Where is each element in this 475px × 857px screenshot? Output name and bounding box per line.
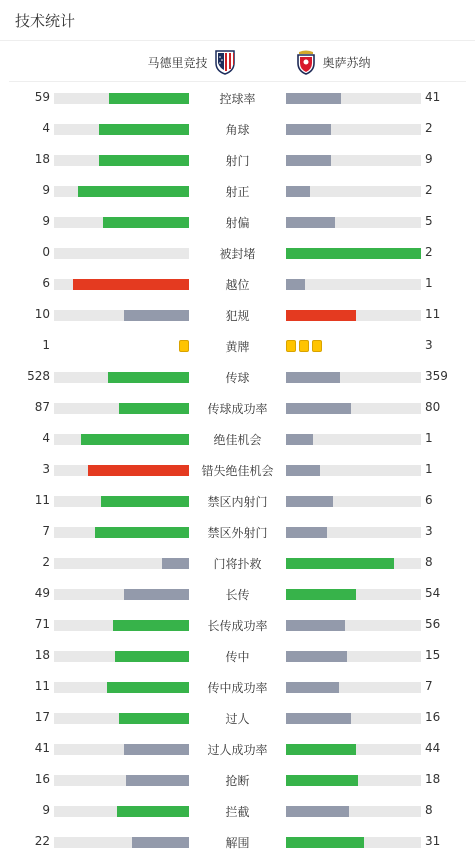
away-bar-fill [286,217,335,228]
away-bar-track [286,372,421,383]
home-value: 16 [34,772,50,786]
home-value: 4 [42,121,50,135]
home-value: 59 [34,90,50,104]
stat-label: 解围 [225,836,250,850]
away-value: 6 [425,493,433,507]
atletico-madrid-crest-icon [214,49,236,75]
away-value: 1 [425,276,433,290]
away-bar-fill [286,372,340,383]
home-value: 9 [42,214,50,228]
away-bar-track [286,496,421,507]
stat-row [0,237,475,268]
stat-label: 长传 [225,588,250,602]
stat-label: 黄牌 [225,340,250,354]
away-bar-track [286,558,421,569]
stat-label: 错失绝佳机会 [201,464,274,478]
osasuna-crest-icon [295,49,317,75]
stat-label: 射偏 [225,216,250,230]
home-bar-track [54,713,189,724]
away-bar-fill [286,682,339,693]
stat-row [0,113,475,144]
away-value: 8 [425,555,433,569]
home-value: 71 [34,617,50,631]
home-bar-track [54,279,189,290]
home-bar-fill [95,527,190,538]
away-bar-fill [286,279,305,290]
away-bar-fill [286,651,347,662]
home-value: 3 [42,462,50,476]
home-yellow-cards [179,340,189,352]
home-bar-track [54,682,189,693]
away-bar-fill [286,713,351,724]
away-bar-fill [286,124,331,135]
home-team-name: 马德里竞技 [147,55,208,70]
home-bar-fill [108,372,189,383]
away-bar-fill [286,806,349,817]
home-bar-track [54,217,189,228]
home-value: 18 [34,648,50,662]
away-bar-fill [286,465,320,476]
home-bar-fill [103,217,189,228]
away-bar-track [286,744,421,755]
home-bar-fill [119,713,189,724]
stat-row [0,702,475,733]
stat-label: 犯规 [225,309,250,323]
stat-label: 过人 [225,712,250,726]
home-bar-track [54,403,189,414]
away-value: 3 [425,338,433,352]
away-value: 41 [425,90,441,104]
away-value: 54 [425,586,441,600]
away-value: 1 [425,462,433,476]
home-bar-track [54,310,189,321]
teams-row [9,41,466,82]
stat-row [0,764,475,795]
home-bar-fill [124,589,189,600]
home-bar-fill [99,124,189,135]
stat-row [0,671,475,702]
stat-row [0,144,475,175]
home-value: 11 [34,679,50,693]
home-team[interactable] [147,49,235,75]
stat-label: 绝佳机会 [213,433,262,447]
stat-row [0,826,475,857]
stat-label: 拦截 [225,805,250,819]
away-bar-track [286,775,421,786]
away-value: 31 [425,834,441,848]
away-bar-track [286,310,421,321]
stat-label: 禁区内射门 [207,495,268,509]
home-value: 41 [34,741,50,755]
home-bar-track [54,589,189,600]
away-bar-fill [286,744,356,755]
away-bar-track [286,403,421,414]
home-bar-track [54,806,189,817]
away-value: 8 [425,803,433,817]
away-value: 2 [425,183,433,197]
home-bar-track [54,124,189,135]
stat-row [0,733,475,764]
stat-row [0,578,475,609]
home-bar-fill [132,837,189,848]
stat-label: 禁区外射门 [207,526,268,540]
away-bar-fill [286,837,364,848]
home-bar-track [54,186,189,197]
stat-label: 角球 [225,123,250,137]
home-bar-fill [126,775,189,786]
home-bar-fill [124,744,189,755]
away-yellow-cards [286,340,322,352]
home-bar-fill [73,279,189,290]
away-bar-track [286,217,421,228]
home-value: 9 [42,803,50,817]
home-bar-track [54,155,189,166]
home-value: 7 [42,524,50,538]
stat-label: 控球率 [219,92,256,106]
away-bar-track [286,651,421,662]
away-value: 3 [425,524,433,538]
stat-row [0,454,475,485]
away-bar-fill [286,186,310,197]
home-bar-track [54,558,189,569]
home-bar-fill [88,465,189,476]
away-bar-fill [286,155,331,166]
away-bar-track [286,124,421,135]
home-bar-track [54,651,189,662]
away-bar-track [286,434,421,445]
home-value: 17 [34,710,50,724]
away-value: 7 [425,679,433,693]
home-value: 11 [34,493,50,507]
stat-row [0,392,475,423]
away-bar-fill [286,589,356,600]
home-bar-fill [115,651,189,662]
away-value: 2 [425,121,433,135]
away-bar-track [286,713,421,724]
stat-row [0,640,475,671]
stat-row [0,361,475,392]
away-bar-track [286,620,421,631]
stat-row [0,516,475,547]
away-value: 9 [425,152,433,166]
away-bar-track [286,93,421,104]
away-bar-track [286,806,421,817]
stat-label: 传球成功率 [207,402,268,416]
home-bar-track [54,248,189,259]
home-bar-track [54,620,189,631]
away-value: 359 [425,369,448,383]
home-bar-fill [113,620,189,631]
stat-label: 射正 [225,185,250,199]
home-value: 10 [34,307,50,321]
yellow-card-icon [299,340,309,352]
home-value: 0 [42,245,50,259]
away-bar-track [286,186,421,197]
home-bar-fill [124,310,189,321]
away-bar-track [286,465,421,476]
home-bar-track [54,744,189,755]
home-bar-fill [117,806,189,817]
stat-label: 过人成功率 [207,743,268,757]
home-value: 9 [42,183,50,197]
stat-row [0,206,475,237]
home-bar-track [54,837,189,848]
away-bar-fill [286,527,327,538]
away-bar-fill [286,496,333,507]
home-value: 2 [42,555,50,569]
stat-row [0,547,475,578]
stat-label: 长传成功率 [207,619,268,633]
home-bar-track [54,465,189,476]
away-bar-track [286,527,421,538]
home-value: 4 [42,431,50,445]
away-team[interactable] [295,49,371,75]
away-bar-fill [286,558,394,569]
stat-label: 射门 [225,154,250,168]
stat-row [0,82,475,113]
away-value: 1 [425,431,433,445]
away-value: 80 [425,400,441,414]
away-bar-fill [286,310,356,321]
stat-row [0,485,475,516]
home-bar-fill [162,558,189,569]
home-bar-track [54,372,189,383]
page-title: 技术统计 [15,12,76,30]
home-value: 6 [42,276,50,290]
stats-header [0,0,475,41]
away-bar-fill [286,434,313,445]
home-value: 49 [34,586,50,600]
home-bar-track [54,775,189,786]
stat-row [0,175,475,206]
stats-list [0,82,475,857]
home-bar-fill [107,682,189,693]
away-value: 16 [425,710,441,724]
stat-label: 门将扑救 [213,557,262,571]
home-bar-fill [81,434,189,445]
away-value: 56 [425,617,441,631]
away-bar-fill [286,775,358,786]
away-value: 44 [425,741,441,755]
away-bar-fill [286,93,341,104]
home-value: 18 [34,152,50,166]
stat-label: 越位 [225,278,250,292]
away-bar-fill [286,620,345,631]
home-bar-fill [99,155,189,166]
away-bar-track [286,279,421,290]
home-value: 1 [42,338,50,352]
away-bar-fill [286,248,421,259]
home-value: 87 [34,400,50,414]
stat-label: 抢断 [225,774,250,788]
stat-label: 被封堵 [219,247,256,261]
home-bar-track [54,496,189,507]
yellow-card-icon [312,340,322,352]
home-value: 528 [27,369,50,383]
home-bar-fill [101,496,189,507]
yellow-card-icon [286,340,296,352]
away-bar-track [286,589,421,600]
away-value: 2 [425,245,433,259]
stat-label: 传中成功率 [207,681,268,695]
home-bar-fill [109,93,189,104]
away-bar-track [286,837,421,848]
stat-row [0,299,475,330]
home-bar-track [54,527,189,538]
away-value: 15 [425,648,441,662]
stat-label: 传球 [225,371,250,385]
stat-row [0,330,475,361]
stat-row [0,268,475,299]
stat-row [0,423,475,454]
home-bar-fill [78,186,189,197]
away-bar-track [286,248,421,259]
home-value: 22 [34,834,50,848]
away-value: 11 [425,307,441,321]
home-bar-track [54,93,189,104]
stat-label: 传中 [225,650,250,664]
away-value: 5 [425,214,433,228]
away-team-name: 奥萨苏纳 [322,55,371,70]
stat-row [0,795,475,826]
home-bar-track [54,434,189,445]
away-bar-track [286,155,421,166]
home-bar-fill [119,403,189,414]
away-bar-fill [286,403,351,414]
away-value: 18 [425,772,441,786]
away-bar-track [286,682,421,693]
stat-row [0,609,475,640]
yellow-card-icon [179,340,189,352]
